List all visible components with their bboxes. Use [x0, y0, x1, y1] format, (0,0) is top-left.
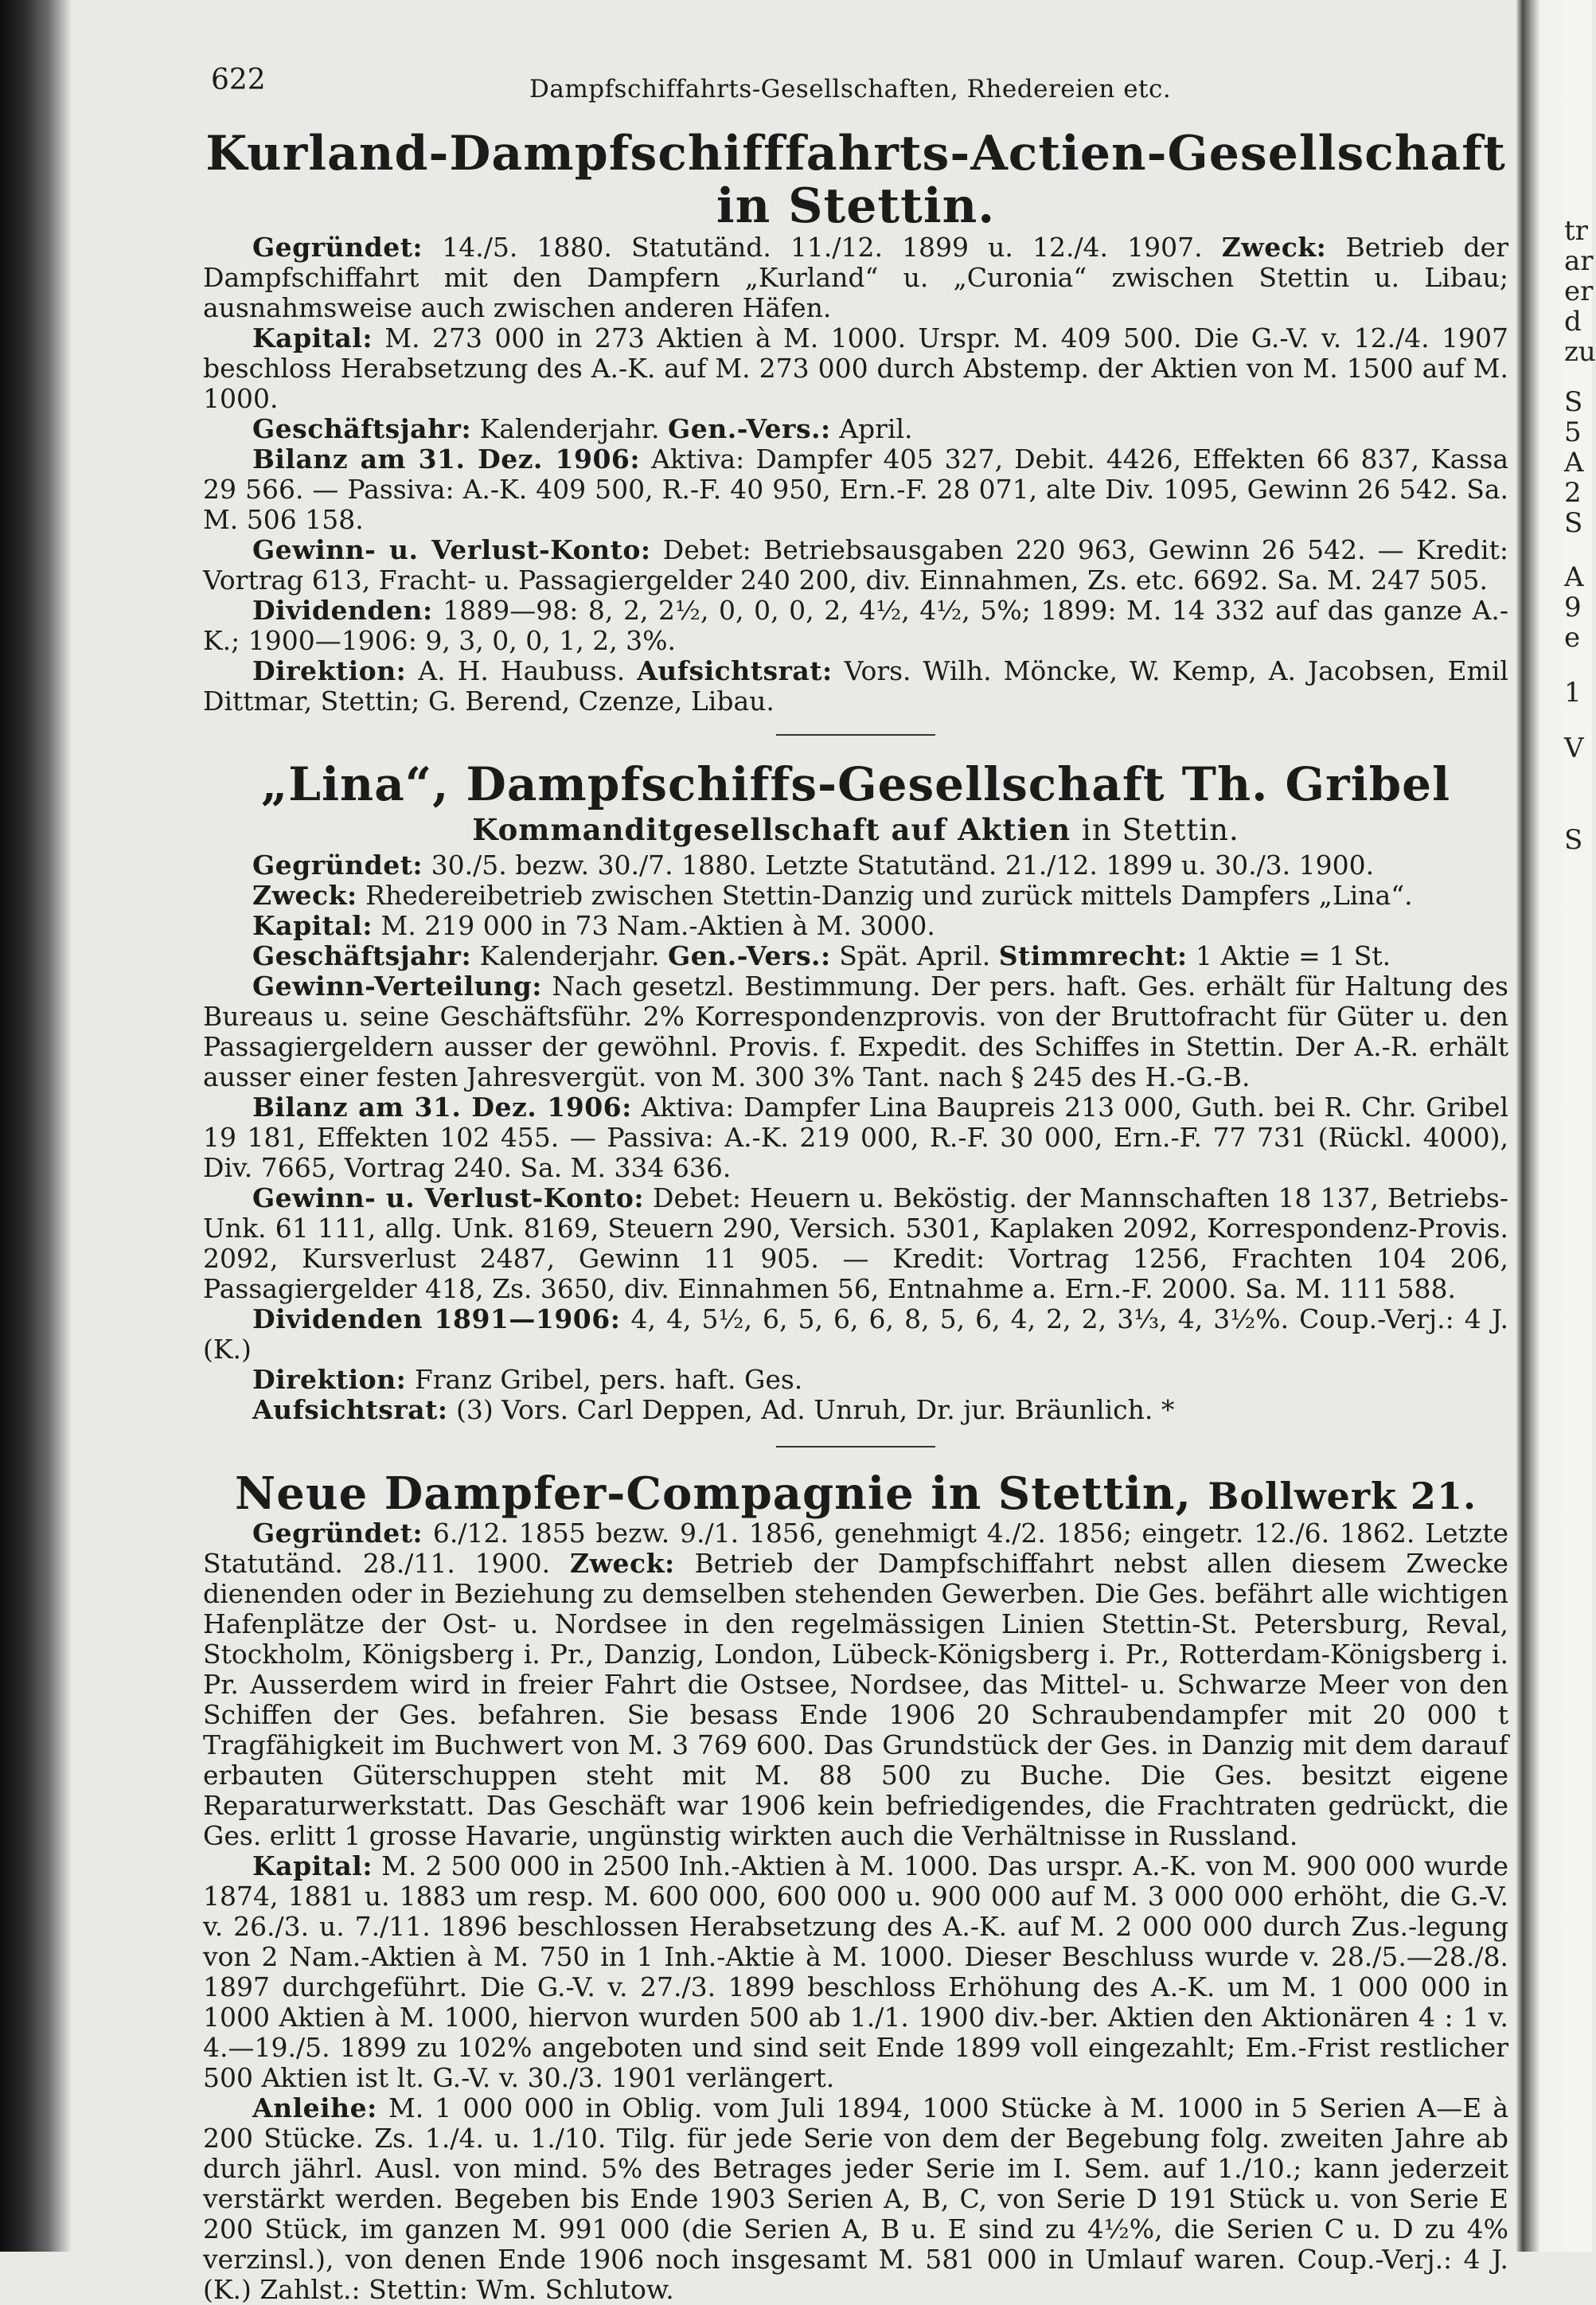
field-label: Gewinn-Verteilung:	[252, 970, 542, 1002]
entry-paragraph	[203, 1518, 1508, 1851]
field-text: (3) Vors. Carl Deppen, Ad. Unruh, Dr. jur. Bräunlich. *	[456, 1393, 1175, 1425]
facing-page-fragment: zu	[1564, 336, 1596, 368]
page-number: 622	[211, 64, 266, 96]
document-page	[203, 56, 1508, 2305]
entry-paragraph	[203, 596, 1508, 656]
field-text: April.	[839, 413, 913, 444]
field-text: Spät. April.	[839, 940, 991, 971]
field-label: Geschäftsjahr:	[252, 940, 472, 971]
company-address: Bollwerk 21.	[1208, 1474, 1477, 1518]
field-label: Dividenden 1891—1906:	[252, 1303, 621, 1334]
field-label: Gewinn- u. Verlust-Konto:	[252, 1182, 645, 1213]
field-label: Stimmrecht:	[998, 940, 1188, 971]
field-label: Gegründet:	[252, 849, 423, 881]
facing-page-fragment: A	[1564, 447, 1584, 479]
company-name: Neue Dampfer-Compagnie in Stettin,	[235, 1467, 1192, 1520]
field-label: Kapital:	[252, 322, 373, 354]
entry-paragraph	[203, 323, 1508, 414]
field-text: Aktiva: Dampfer 405 327, Debit. 4426, Effekten 66 837, Kassa 29 566. — Passiva: A.-K. 409 500, R.-F. 40 950, Ern.-F. 28 071, alte Div. 1095, Gewinn 26 542. Sa. M. 506 158.	[203, 443, 1508, 535]
field-label: Kapital:	[252, 1850, 373, 1882]
field-label: Direktion:	[252, 655, 407, 686]
field-label: Gewinn- u. Verlust-Konto:	[252, 534, 651, 565]
company-place: in Stettin.	[1082, 812, 1239, 847]
field-text: Betrieb der Dampfschiffahrt nebst allen diesem Zwecke dienenden oder in Beziehung zu demselben stehenden Gewerben. Die Ges. befährt alle wichtigen Hafenplätze der Ost- u. Nordsee in den regelmässigen Linien Stettin-St. Petersburg, Reval, Stockholm, Königsberg i. Pr., Danzig, London, Lübeck-Königsberg i. Pr., Rotterdam-Königsberg i. Pr. Ausserdem wird in freier Fahrt die Ostsee, Nordsee, das Mittel- u. Schwarze Meer von den Schiffen der Ges. befahren. Sie besass Ende 1906 20 Schraubendampfer mit 20 000 t Tragfähigkeit im Buchwert von M. 3 769 600. Das Grundstück der Ges. in Danzig mit dem darauf erbauten Güterschuppen steht mit M. 88 500 zu Buche. Die Ges. besitzt eigene Reparaturwerkstatt. Das Geschäft war 1906 kein befriedigendes, die Frachtraten gedrückt, die Ges. erlitt 1 grosse Havarie, ungünstig wirkten auch die Verhältnisse in Russland.	[203, 1548, 1508, 1852]
field-text: Franz Gribel, pers. haft. Ges.	[414, 1363, 803, 1395]
field-text: M. 1 000 000 in Oblig. vom Juli 1894, 1000 Stücke à M. 1000 in 5 Serien A—E à 200 Stücke. Zs. 1./4. u. 1./10. Tilg. für jede Serie von dem der Begebung folg. zweiten Jahre ab durch jährl. Ausl. von mind. 5% des Betrages jeder Serie im I. Sem. auf 1./10.; kann jederzeit verstärkt werden. Begeben bis Ende 1903 Serien A, B, C, von Serie D 191 Stück u. von Serie E 200 Stück, im ganzen M. 991 000 (die Serien A, B u. E sind zu 4½%, die Serien C u. D zu 4% verzinsl.), von denen Ende 1906 noch insgesamt M. 581 000 in Umlauf waren. Coup.-Verj.: 4 J. (K.) Zahlst.: Stettin: Wm. Schlutow.	[203, 2092, 1508, 2305]
field-label: Gegründet:	[252, 232, 423, 263]
entry-paragraph	[203, 971, 1508, 1092]
facing-page-fragment: V	[1564, 733, 1584, 764]
facing-page-fragment: 1	[1564, 677, 1582, 709]
field-label: Dividenden:	[252, 595, 433, 626]
company-title	[203, 1467, 1508, 1520]
field-text: Rhedereibetrieb zwischen Stettin-Danzig und zurück mittels Dampfers „Lina“.	[365, 879, 1413, 911]
field-text: Kalenderjahr.	[479, 413, 660, 444]
field-text: Vors. Wilh. Möncke, W. Kemp, A. Jacobsen, Emil Dittmar, Stettin; G. Berend, Czenze, Libau.	[203, 655, 1508, 717]
facing-page-fragment: A	[1564, 561, 1584, 593]
entry-paragraph	[203, 1395, 1508, 1425]
facing-page-fragment: S	[1564, 824, 1583, 856]
field-text: 30./5. bezw. 30./7. 1880. Letzte Statutänd. 21./12. 1899 u. 30./3. 1900.	[431, 849, 1375, 881]
company-subtitle	[203, 812, 1508, 847]
field-label: Geschäftsjahr:	[252, 413, 472, 444]
field-text: 4, 4, 5½, 6, 5, 6, 6, 8, 5, 6, 4, 2, 2, 3⅓, 4, 3½%. Coup.-Verj.: 4 J. (K.)	[203, 1303, 1508, 1365]
section-divider	[776, 734, 935, 736]
facing-page-fragment: S	[1564, 386, 1583, 418]
facing-page-fragment: ar	[1564, 245, 1594, 277]
facing-page-fragment: 5	[1564, 416, 1582, 448]
entry-paragraph	[203, 1851, 1508, 2093]
field-label: Gen.-Vers.:	[668, 940, 831, 971]
field-text: 6./12. 1855 bezw. 9./1. 1856, genehmigt 4./2. 1856; eingetr. 12./6. 1862. Letzte Statutänd. 28./11. 1900.	[203, 1518, 1508, 1580]
field-text: Betrieb der Dampfschiffahrt mit den Dampfern „Kurland“ u. „Curonia“ zwischen Stettin u. Libau; ausnahmsweise auch zwischen anderen Häfen.	[203, 232, 1508, 323]
page-header	[203, 56, 1508, 111]
running-head: Dampfschiffahrts-Gesellschaften, Rhedereien etc.	[529, 75, 1172, 104]
field-label: Gegründet:	[252, 1518, 423, 1549]
company-title: „Lina“, Dampfschiffs-Gesellschaft Th. Gribel	[260, 757, 1451, 811]
field-text: 14./5. 1880. Statutänd. 11./12. 1899 u. 12./4. 1907.	[442, 232, 1203, 263]
field-text: 1889—98: 8, 2, 2½, 0, 0, 0, 2, 4½, 4½, 5%; 1899: M. 14 332 auf das ganze A.-K.; 1900—1906: 9, 3, 0, 0, 1, 2, 3%.	[203, 595, 1508, 656]
field-label: Bilanz am 31. Dez. 1906:	[252, 1091, 632, 1123]
entry-paragraph	[203, 1092, 1508, 1183]
field-label: Direktion:	[252, 1363, 407, 1395]
company-entry-lina	[203, 757, 1508, 1425]
entry-paragraph	[203, 535, 1508, 596]
field-label: Anleihe:	[252, 2092, 377, 2124]
field-text: Aktiva: Dampfer Lina Baupreis 213 000, Guth. bei R. Chr. Gribel 19 181, Effekten 102 455. — Passiva: A.-K. 219 000, R.-F. 30 000, Ern.-F. 77 731 (Rückl. 4000), Div. 7665, Vortrag 240. Sa. M. 334 636.	[203, 1091, 1508, 1183]
facing-page-fragment: e	[1564, 622, 1581, 654]
field-text: M. 219 000 in 73 Nam.-Aktien à M. 3000.	[380, 909, 935, 941]
field-label: Zweck:	[1221, 232, 1327, 263]
facing-page-fragment: d	[1564, 306, 1582, 338]
section-divider	[776, 1446, 935, 1447]
field-label: Aufsichtsrat:	[637, 655, 833, 686]
entry-paragraph	[203, 656, 1508, 717]
field-text: M. 2 500 000 in 2500 Inh.-Aktien à M. 1000. Das urspr. A.-K. von M. 900 000 wurde 1874, 1881 u. 1883 um resp. M. 600 000, 600 000 u. 900 000 auf M. 3 000 000 erhöht, die G.-V. v. 26./3. u. 7./11. 1896 beschlossen Herabsetzung des A.-K. auf M. 2 000 000 durch Zus.-legung von 2 Nam.-Aktien à M. 750 in 1 Inh.-Aktie à M. 1000. Dieser Beschluss wurde v. 28./5.—28./8. 1897 durchgeführt. Die G.-V. v. 27./3. 1899 beschloss Erhöhung des A.-K. um M. 1 000 000 in 1000 Aktien à M. 1000, hiervon wurden 500 ab 1./1. 1900 div.-ber. Aktien den Aktionären 4 : 1 v. 4.—19./5. 1899 zu 102% angeboten und sind seit Ende 1899 voll eingezahlt; Em.-Frist restlicher 500 Aktien ist lt. G.-V. v. 30./3. 1901 verlängert.	[203, 1850, 1508, 2094]
book-binding-shadow	[0, 0, 72, 2252]
field-text: Debet: Heuern u. Beköstig. der Mannschaften 18 137, Betriebs-Unk. 61 111, allg. Unk. 8169, Steuern 290, Versich. 5301, Kaplaken 2092, Korrespondenz-Provis. 2092, Kursverlust 2487, Gewinn 11 905. — Kredit: Vortrag 1256, Frachten 104 206, Passagiergelder 418, Zs. 3650, div. Einnahmen 56, Entnahme a. Ern.-F. 2000. Sa. M. 111 588.	[203, 1182, 1508, 1304]
field-text: M. 273 000 in 273 Aktien à M. 1000. Urspr. M. 409 500. Die G.-V. v. 12./4. 1907 beschloss Herabsetzung des A.-K. auf M. 273 000 durch Abstemp. der Aktien von M. 1500 auf M. 1000.	[203, 322, 1508, 414]
company-form: Kommanditgesellschaft auf Aktien	[472, 811, 1071, 847]
entry-paragraph	[203, 911, 1508, 941]
field-label: Zweck:	[252, 879, 357, 911]
entry-paragraph	[203, 232, 1508, 323]
field-text: Nach gesetzl. Bestimmung. Der pers. haft. Ges. erhält für Haltung des Bureaus u. seine Geschäftsführ. 2% Korrespondenzprovis. von der Bruttofracht für Güter u. den Passagiergeldern ausser der gewöhnl. Provis. f. Expedit. des Schiffes in Stettin. Der A.-R. erhält ausser einer festen Jahresvergüt. von M. 300 3% Tant. nach § 245 des H.-G.-B.	[203, 970, 1508, 1092]
field-text: Debet: Betriebsausgaben 220 963, Gewinn 26 542. — Kredit: Vortrag 613, Fracht- u. Passagiergelder 240 200, div. Einnahmen, Zs. etc. 6692. Sa. M. 247 505.	[203, 534, 1508, 596]
field-label: Bilanz am 31. Dez. 1906:	[252, 443, 641, 475]
facing-page-fragment: 2	[1564, 477, 1582, 509]
field-label: Aufsichtsrat:	[252, 1393, 448, 1425]
entry-paragraph	[203, 2093, 1508, 2305]
field-text: Kalenderjahr.	[479, 940, 660, 971]
field-text: 1 Aktie = 1 St.	[1196, 940, 1391, 971]
entry-paragraph	[203, 444, 1508, 535]
facing-page-fragment: 9	[1564, 592, 1582, 623]
entry-paragraph	[203, 1304, 1508, 1365]
company-entry-neue-dampfer	[203, 1467, 1508, 2305]
entry-paragraph	[203, 1183, 1508, 1304]
entry-paragraph	[203, 941, 1508, 971]
company-title: Kurland-Dampfschifffahrts-Actien-Gesellschaft in Stettin.	[205, 126, 1506, 234]
company-entry-kurland	[203, 127, 1508, 717]
facing-page-fragment: tr	[1564, 215, 1588, 247]
field-text: A. H. Haubuss.	[418, 655, 626, 686]
entry-paragraph	[203, 881, 1508, 911]
entry-paragraph	[203, 1365, 1508, 1395]
field-label: Gen.-Vers.:	[668, 413, 831, 444]
facing-page-edge	[1516, 0, 1596, 2252]
field-label: Zweck:	[570, 1548, 675, 1580]
facing-page-fragment: S	[1564, 507, 1583, 539]
entry-paragraph	[203, 414, 1508, 444]
facing-page-fragment: er	[1564, 275, 1594, 307]
field-label: Kapital:	[252, 909, 373, 941]
entry-paragraph	[203, 850, 1508, 881]
